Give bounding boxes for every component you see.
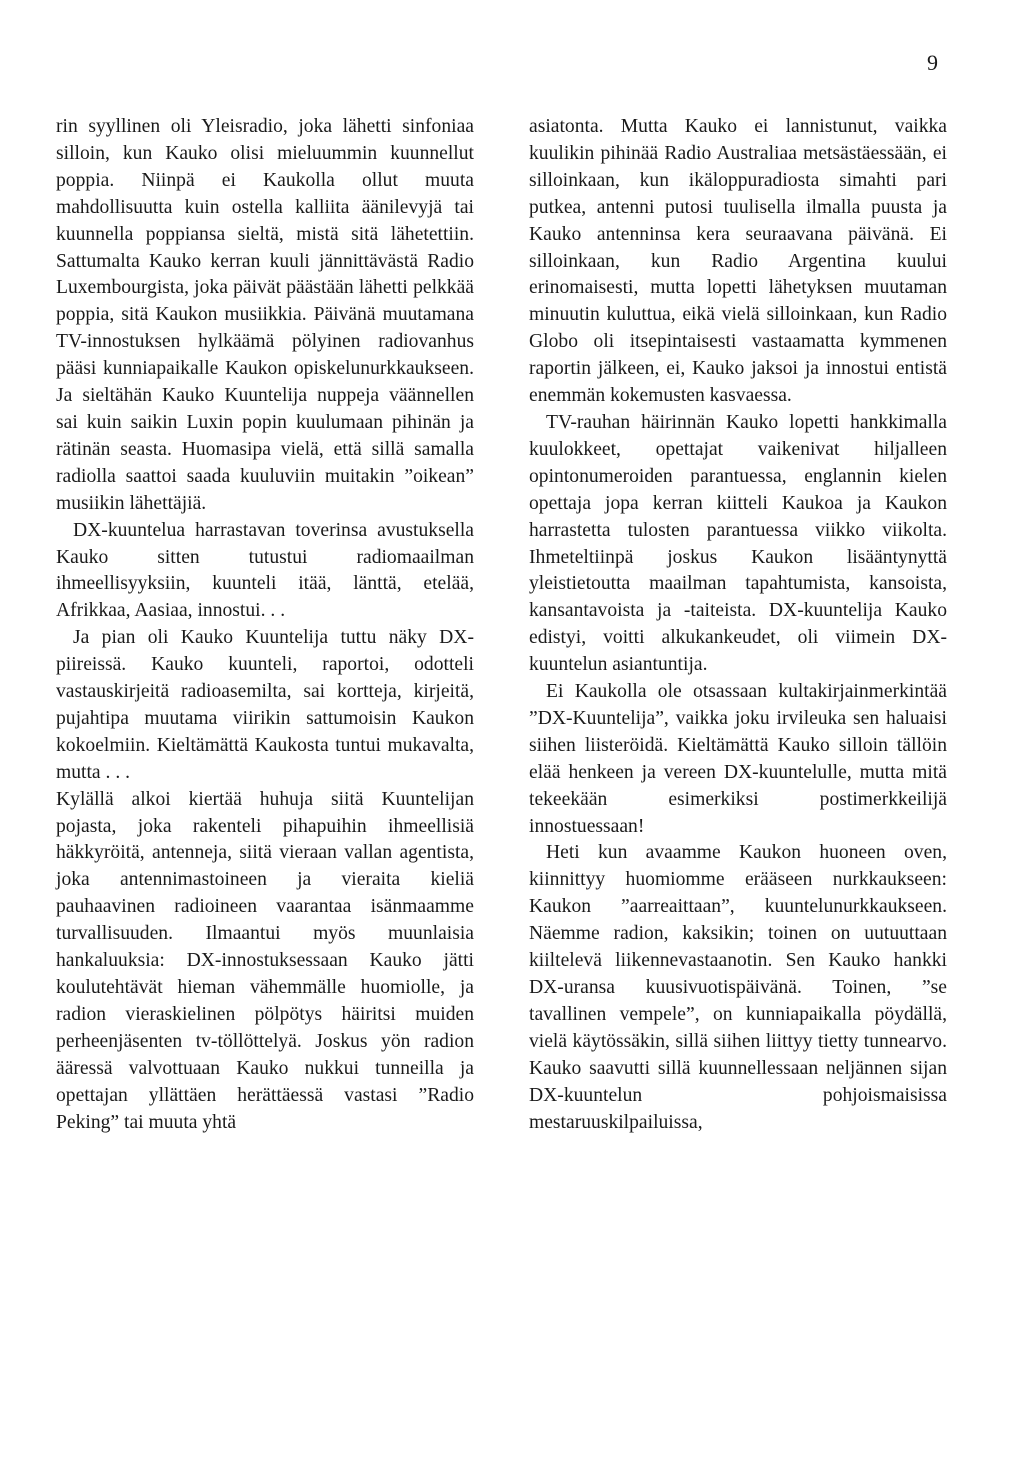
- paragraph: Kylällä alkoi kiertää huhuja siitä Kuuntelijan pojasta, joka rakenteli pihapuihin ihmeellisiä häkkyröitä, antenneja, siitä vieraan vallan agentista, joka antennimastoineen ja vieraita kieliä pauhaavinen radioineen vaarantaa isänmaamme turvallisuuden. Ilmaantui myös muunlaisia hankaluuksia: DX-innostuksessaan Kauko jätti koulutehtävät hieman vähemmälle huomiolle, ja radion vieraskielinen pölpötys häiritsi muiden perheenjäsenten tv-töllöttelyä. Joskus yön radion ääressä valvottuaan Kauko nukkui tunneilla ja opettajan yllättäen herättäessä vastasi ”Radio Peking” tai muuta yhtä: [56, 788, 474, 1133]
- paragraph: TV-rauhan häirinnän Kauko lopetti hankkimalla kuulokkeet, opettajat vaikenivat hiljalleen opintonumeroiden parantuessa, englannin kielen opettaja jopa kerran kiitteli Kaukoa ja Kaukon harrastetta tulosten parantuessa viikko viikolta. Ihmeteltiinpä joskus Kaukon lisääntynyttä yleistietoutta maailman tapahtumista, kansoista, kansantavoista ja -taiteista. DX-kuuntelija Kauko edistyi, voitti alkukankeudet, oli viimein DX-kuuntelun asiantuntija.: [529, 411, 947, 676]
- page-number: 9: [927, 50, 938, 75]
- paragraph: Ja pian oli Kauko Kuuntelija tuttu näky DX-piireissä. Kauko kuunteli, raportoi, odotteli vastauskirjeitä radioasemilta, sai kortteja, kirjeitä, pujahtipa muutama viirikin sattumoisin Kaukon kokoelmiin. Kieltämättä Kaukosta tuntui mukavalta, mutta . . .: [56, 627, 474, 783]
- paragraph: DX-kuuntelua harrastavan toverinsa avustuksella Kauko sitten tutustui radiomaailman ihmeellisyyksiin, kuunteli itää, länttä, etelää, Afrikkaa, Aasiaa, innostui. . .: [56, 519, 474, 622]
- paragraph: Heti kun avaamme Kaukon huoneen oven, kiinnittyy huomiomme erääseen nurkkaukseen: Kaukon ”aarreaittaan”, kuuntelunurkkaukseen. Näemme radion, kaksikin; toinen on uutuuttaan kiiltelevä liikennevastaanotin. Sen Kauko hankki DX-uransa kuusivuotispäivänä. Toinen, ”se tavallinen vempele”, on kunniapaikalla pöydällä, vielä käytössäkin, sillä siihen liittyy tietty tunnearvo. Kauko saavutti sillä kuunnellessaan neljännen sijan DX-kuuntelun pohjoismaisissa mestaruuskilpailuissa,: [529, 842, 947, 1133]
- paragraph: Ei Kaukolla ole otsassaan kultakirjainmerkintää ”DX-Kuuntelija”, vaikka joku irvileuka sen haluaisi siihen liisteröidä. Kieltämättä Kauko silloin tällöin elää henkeen ja vereen DX-kuuntelulle, mutta mitä tekeekään esimerkiksi postimerkkeilijä innostuessaan!: [529, 681, 947, 837]
- right-column: [529, 114, 947, 1136]
- paragraph: asiatonta. Mutta Kauko ei lannistunut, vaikka kuulikin pihinää Radio Australiaa metsästäessään, ei silloinkaan, kun ikäloppuradiosta simahti pari putkea, antenni putosi tuulisella ilmalla puusta ja Kauko antenninsa kera seuraavana päivänä. Ei silloinkaan, kun Radio Argentina kuului erinomaisesti, mutta lopetti lähetyksen muutaman minuutin kuluttua, eikä vielä silloinkaan, kun Radio Globo oli itsepintaisesti vastaamatta kymmenen raportin jälkeen, ei, Kauko jaksoi ja innostui entistä enemmän kokemusten kasvaessa.: [529, 116, 947, 407]
- left-column: [56, 114, 474, 1136]
- paragraph: rin syyllinen oli Yleisradio, joka lähetti sinfoniaa silloin, kun Kauko olisi mieluummin kuunnellut poppia. Niinpä ei Kaukolla ollut muuta mahdollisuutta kuin ostella kalliita äänilevyjä tai kuunnella poppiansa sieltä, mistä sitä lähetettiin. Sattumalta Kauko kerran kuuli jännittävästä Radio Luxembourgista, joka päivät päästään lähetti pelkkää poppia, sitä Kaukon musiikkia. Päivänä muutamana TV-innostuksen hylkäämä pölyinen radiovanhus pääsi kunniapaikalle Kaukon opiskelunurkkaukseen. Ja sieltähän Kauko Kuuntelija nuppeja väännellen sai kuin saikin Luxin popin kuulumaan pihinän ja rätinän seasta. Huomasipa vielä, että sillä samalla radiolla saattoi saada kuuluviin muitakin ”oikean” musiikin lähettäjiä.: [56, 116, 474, 514]
